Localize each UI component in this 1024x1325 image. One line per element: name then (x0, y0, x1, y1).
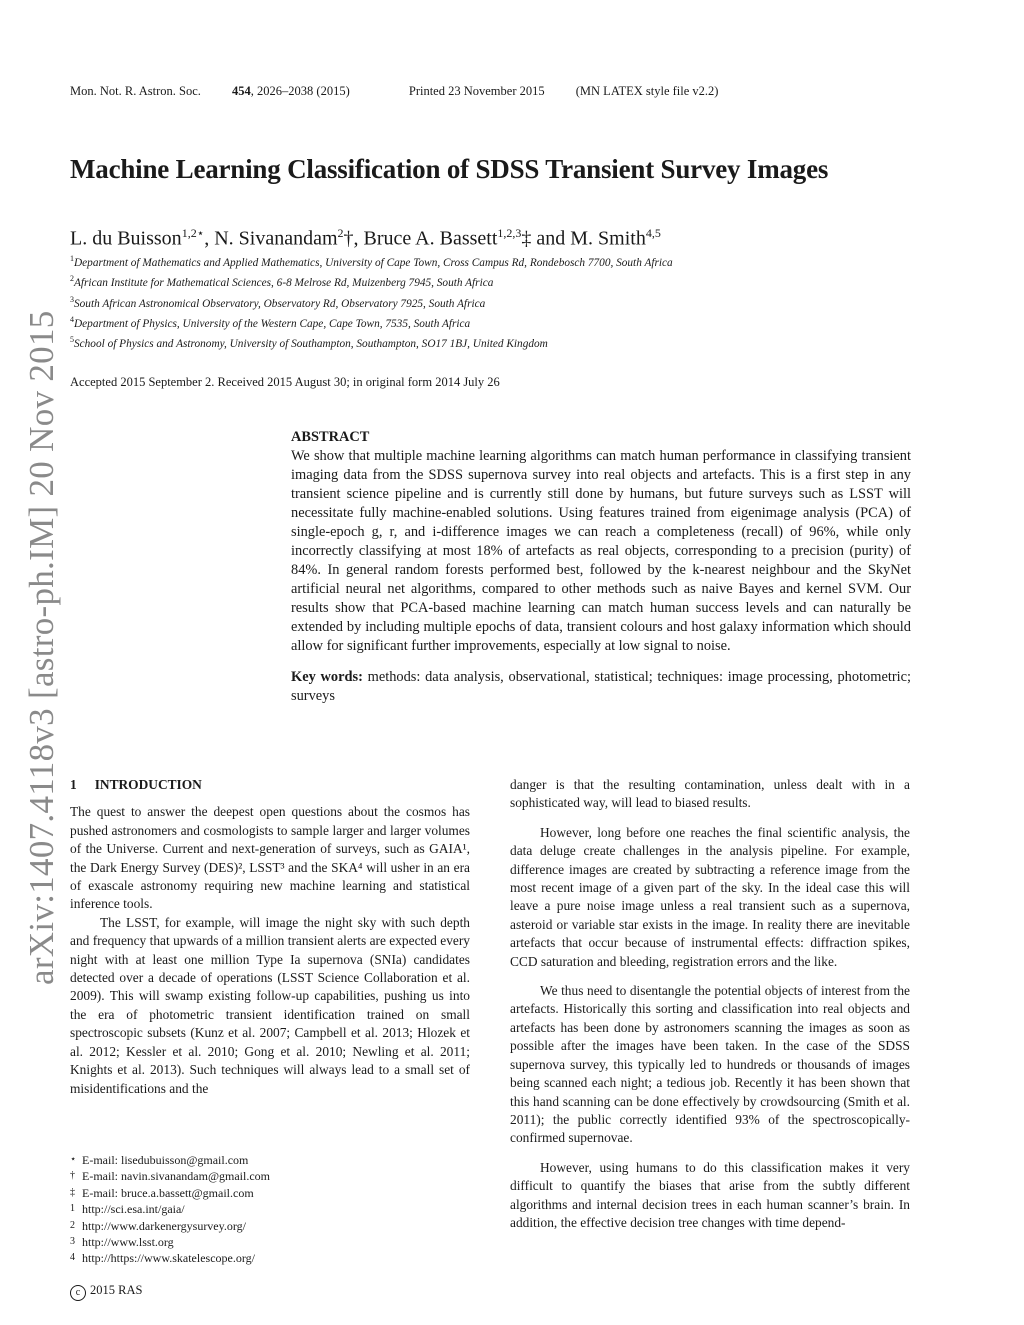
footnote: 1 http://sci.esa.int/gaia/ (70, 1202, 185, 1217)
footnote: 4 http://https://www.skatelescope.org/ (70, 1251, 255, 1266)
paragraph: The quest to answer the deepest open questions about the cosmos has pushed astronomers and cosmologists to sample larger and larger volumes of the Universe. Current and next-generation of surveys, such as GAIA¹, the Dark Energy Survey (DES)², LSST³ and the SKA⁴ will usher in an era of exascale astronomy requiring new machine learning and statistical inference tools. (70, 804, 470, 912)
running-header (70, 84, 746, 99)
author-list: L. du Buisson$^{1,2⋆}$, N. Sivanandam$^2$†, Bruce A. Bassett$^{1,2,3}$‡ and M. Smith$^{4,5}$ (70, 226, 661, 250)
arxiv-identifier: arXiv:1407.4118v3 [astro-ph.IM] 20 Nov 2015 (22, 310, 61, 985)
footnote: ‡ E-mail: bruce.a.bassett@gmail.com (70, 1185, 254, 1200)
journal-citation: Mon. Not. R. Astron. Soc. 454, 2026–2038 (2015) (70, 84, 350, 98)
paper-title: Machine Learning Classification of SDSS Transient Survey Images (70, 154, 829, 184)
footnotes (70, 1152, 270, 1267)
affiliation-5: $^5$School of Physics and Astronomy, University of Southampton, Southampton, SO17 1BJ, United Kingdom (70, 335, 548, 351)
footnote: † E-mail: navin.sivanandam@gmail.com (70, 1169, 271, 1184)
abstract (291, 428, 911, 706)
copyright-notice: c 2015 RAS (70, 1283, 142, 1301)
affiliation-3: $^3$South African Astronomical Observatory, Observatory Rd, Observatory 7925, South Africa (70, 294, 486, 310)
paragraph: danger is that the resulting contamination, unless dealt with in a sophisticated way, will lead to biased results. (510, 777, 910, 811)
affiliations (70, 251, 673, 353)
left-column (70, 776, 470, 1098)
abstract-text: We show that multiple machine learning algorithms can match human performance in classifying transient imaging data from the SDSS supernova survey into real objects and artefacts. This is a first step in any transient science pipeline and is currently still done by humans, but future surveys such as LSST will necessitate fully machine-enabled solutions. Using features trained from eigenimage analysis (PCA) of single-epoch g, r, and i-difference images we can reach a completeness (recall) of 96%, while only incorrectly classifying at most 18% of artefacts as real objects, corresponding to a precision (purity) of 84%. In general random forests performed best, followed by the k-nearest neighbour and the SkyNet artificial neural net algorithms, compared to other methods such as naive Bayes and kernel SVM. Our results show that PCA-based machine learning can match human success levels and can naturally be extended by including multiple epochs of data, transient colours and host galaxy information which should allow for significant further improvements, especially at low signal to noise. (291, 448, 911, 654)
footnote: 3 http://www.lsst.org (70, 1235, 174, 1250)
paragraph: However, long before one reaches the final scientific analysis, the data deluge create challenges in the analysis pipeline. For example, difference images are created by subtracting a reference image from the most recent image of a given part of the sky. In the ideal case this will leave a pure noise image unless a real transient such as a supernova, asteroid or variable star exists in the image. In reality there are inevitable artefacts that occur because of instrumental effects: diffraction spikes, CCD saturation and bleeding, registration errors and the like. (510, 824, 910, 969)
keywords: Key words: methods: data analysis, observational, statistical; techniques: image processing, photometric; surveys (291, 669, 912, 704)
paragraph: However, using humans to do this classification makes it very difficult to quantify the biases that arise from the subtly different algorithms and internal decision trees in each human scanner’s brain. In addition, the effective decision tree changes with time depend- (510, 1159, 910, 1230)
footnote: ⋆ E-mail: lisedubuisson@gmail.com (70, 1153, 249, 1167)
affiliation-4: $^4$Department of Physics, University of the Western Cape, Cape Town, 7535, South Africa (70, 315, 471, 330)
accepted-dates: Accepted 2015 September 2. Received 2015 August 30; in original form 2014 July 26 (70, 375, 500, 389)
style-file: (MN LATEX style file v2.2) (575, 84, 719, 98)
paragraph: We thus need to disentangle the potential objects of interest from the artefacts. Historically this sorting and classification into real objects and artefacts has been done by astronomers scanning the images as soon as possible after the images have been taken. In the case of the SDSS supernova survey, this typically led to hundreds or thousands of images being scanned each night; a tedious job. Recently it has been shown that this hand scanning can be done effectively by crowdsourcing (Smith et al. 2011); the public correctly identified 93% of the spectroscopically-confirmed supernovae. (510, 983, 910, 1146)
affiliation-1: $^1$Department of Mathematics and Applied Mathematics, University of Cape Town, Cross Campus Rd, Rondebosch 7700, South Africa (70, 254, 673, 269)
right-column (510, 776, 910, 1232)
printed-date: Printed 23 November 2015 (408, 84, 545, 98)
abstract-heading: ABSTRACT (291, 429, 370, 445)
footnote: 2 http://www.darkenergysurvey.org/ (70, 1218, 246, 1233)
paragraph: The LSST, for example, will image the night sky with such depth and frequency that upwards of a million transient alerts are expected every night with at least one million Type Ia supernova (SNIa) candidates detected over a decade of operations (LSST Science Collaboration et al. 2009). This will swamp existing follow-up capabilities, pushing us into the era of photometric transient identification trained on small spectroscopic subsets (Kunz et al. 2007; Campbell et al. 2013; Hlozek et al. 2012; Kessler et al. 2010; Gong et al. 2010; Newling et al. 2011; Knights et al. 2013). Such techniques will always lead to a small set of misidentifications and the (70, 914, 470, 1096)
affiliation-2: $^2$African Institute for Mathematical Sciences, 6-8 Melrose Rd, Muizenberg 7945, South Africa (70, 274, 494, 290)
section-heading: 1 INTRODUCTION (70, 777, 202, 792)
copyright-icon: c (70, 1285, 86, 1301)
